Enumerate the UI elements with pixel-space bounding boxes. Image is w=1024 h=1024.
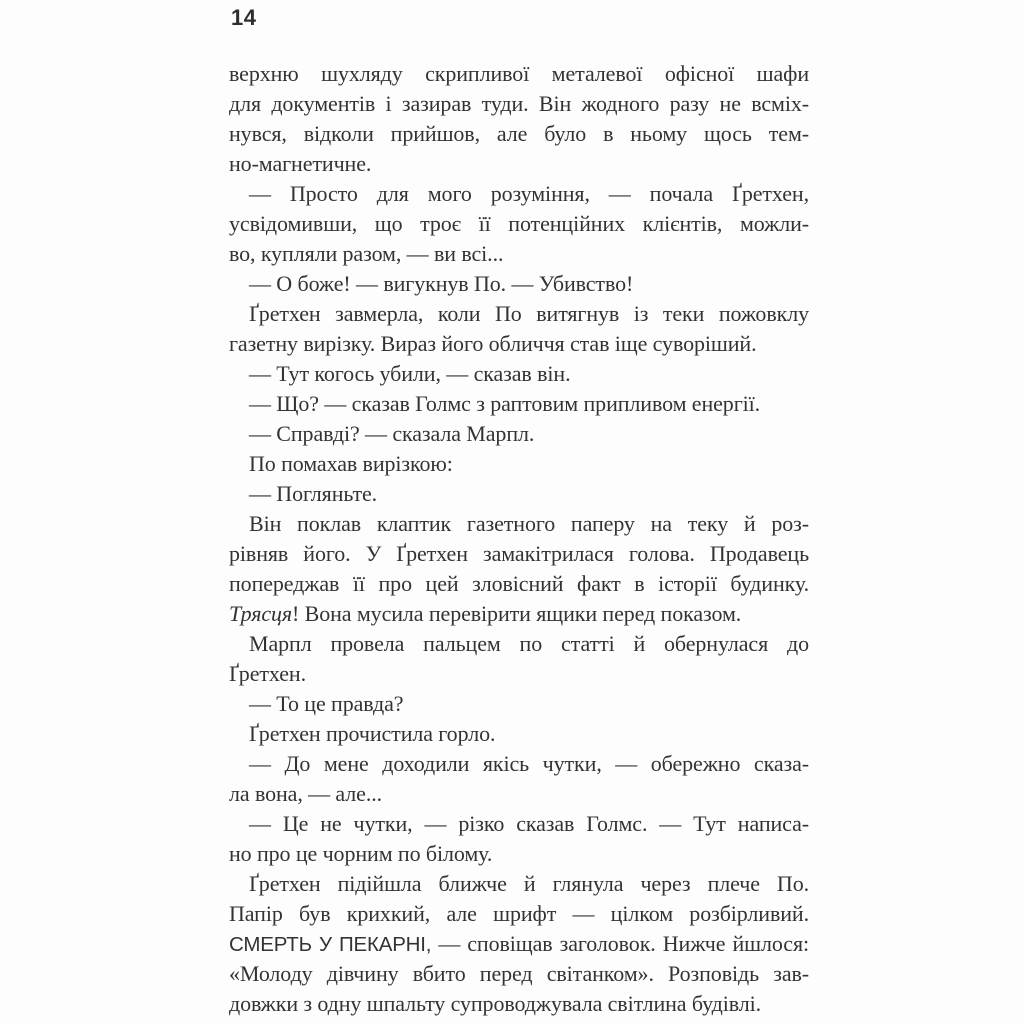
page-text — [229, 59, 809, 1019]
text-line — [229, 509, 809, 539]
italic-emphasis-text: Трясця — [229, 601, 293, 626]
text-segment: По помахав вирізкою: — [249, 451, 453, 476]
text-segment: — Справді? — сказала Марпл. — [249, 421, 535, 446]
text-segment: ла вона, — але... — [229, 781, 383, 806]
text-line — [229, 269, 809, 299]
text-line — [229, 359, 809, 389]
text-segment: но про це чорним по білому. — [229, 841, 493, 866]
text-line — [229, 899, 809, 929]
text-line — [229, 329, 809, 359]
text-segment: — Просто для мого розуміння, — почала Ґретхен, — [249, 181, 809, 206]
text-line — [229, 569, 809, 599]
text-segment: усвідомивши, що троє її потенційних клієнтів, можли- — [229, 211, 809, 236]
text-line — [229, 689, 809, 719]
text-segment: Він поклав клаптик газетного паперу на теку й роз- — [249, 511, 809, 536]
text-segment: Ґретхен прочистила горло. — [249, 721, 496, 746]
text-line — [229, 449, 809, 479]
text-line — [229, 629, 809, 659]
text-segment: — До мене доходили якісь чутки, — обережно сказа- — [249, 751, 809, 776]
text-segment: довжки з одну шпальту супроводжувала світлина будівлі. — [229, 991, 762, 1016]
text-segment: — То це правда? — [249, 691, 404, 716]
text-segment: попереджав її про цей зловісний факт в історії будинку. — [229, 571, 809, 596]
text-line — [229, 599, 809, 629]
text-segment: нувся, відколи прийшов, але було в ньому щось тем- — [229, 121, 809, 146]
text-line — [229, 149, 809, 179]
text-segment: рівняв його. У Ґретхен замакітрилася голова. Продавець — [229, 541, 809, 566]
text-line — [229, 929, 809, 959]
text-line — [229, 869, 809, 899]
text-line — [229, 809, 809, 839]
text-segment: Ґретхен завмерла, коли По витягнув із теки пожовклу — [249, 301, 809, 326]
text-line — [229, 539, 809, 569]
text-line — [229, 209, 809, 239]
text-segment: но-магнетичне. — [229, 151, 372, 176]
text-line — [229, 659, 809, 689]
text-segment: — О боже! — вигукнув По. — Убивство! — [249, 271, 634, 296]
text-segment: Папір був крихкий, але шрифт — цілком розбірливий. — [229, 901, 809, 926]
text-line — [229, 989, 809, 1019]
text-segment: Ґретхен. — [229, 661, 306, 686]
text-segment: «Молоду дівчину вбито перед світанком». Розповідь зав- — [229, 961, 809, 986]
text-segment: Ґретхен підійшла ближче й глянула через плече По. — [249, 871, 809, 896]
text-segment: во, купляли разом, — ви всі... — [229, 241, 504, 266]
text-segment: газетну вирізку. Вираз його обличчя став іще суворіший. — [229, 331, 757, 356]
text-segment: — сповіщав заголовок. Нижче йшлося: — [431, 931, 809, 956]
text-line — [229, 119, 809, 149]
text-segment: верхню шухляду скрипливої металевої офісної шафи — [229, 61, 809, 86]
text-line — [229, 299, 809, 329]
text-line — [229, 779, 809, 809]
text-line — [229, 389, 809, 419]
text-segment: ! Вона мусила перевірити ящики перед показом. — [292, 601, 742, 626]
text-line — [229, 749, 809, 779]
text-line — [229, 419, 809, 449]
text-line — [229, 839, 809, 869]
text-segment: — Це не чутки, — різко сказав Голмс. — Тут написа- — [249, 811, 809, 836]
newspaper-headline-text: СМЕРТЬ У ПЕКАРНІ, — [229, 933, 432, 956]
text-line — [229, 719, 809, 749]
text-segment: — Що? — сказав Голмс з раптовим припливом енергії. — [249, 391, 761, 416]
text-segment: — Погляньте. — [249, 481, 378, 506]
text-line — [229, 479, 809, 509]
text-line — [229, 179, 809, 209]
text-segment: — Тут когось убили, — сказав він. — [249, 361, 571, 386]
text-line — [229, 89, 809, 119]
text-line — [229, 239, 809, 269]
text-line — [229, 959, 809, 989]
text-segment: Марпл провела пальцем по статті й обернулася до — [249, 631, 809, 656]
text-segment: для документів і зазирав туди. Він жодного разу не всміх- — [229, 91, 809, 116]
page-number: 14 — [231, 5, 257, 30]
text-line — [229, 59, 809, 89]
